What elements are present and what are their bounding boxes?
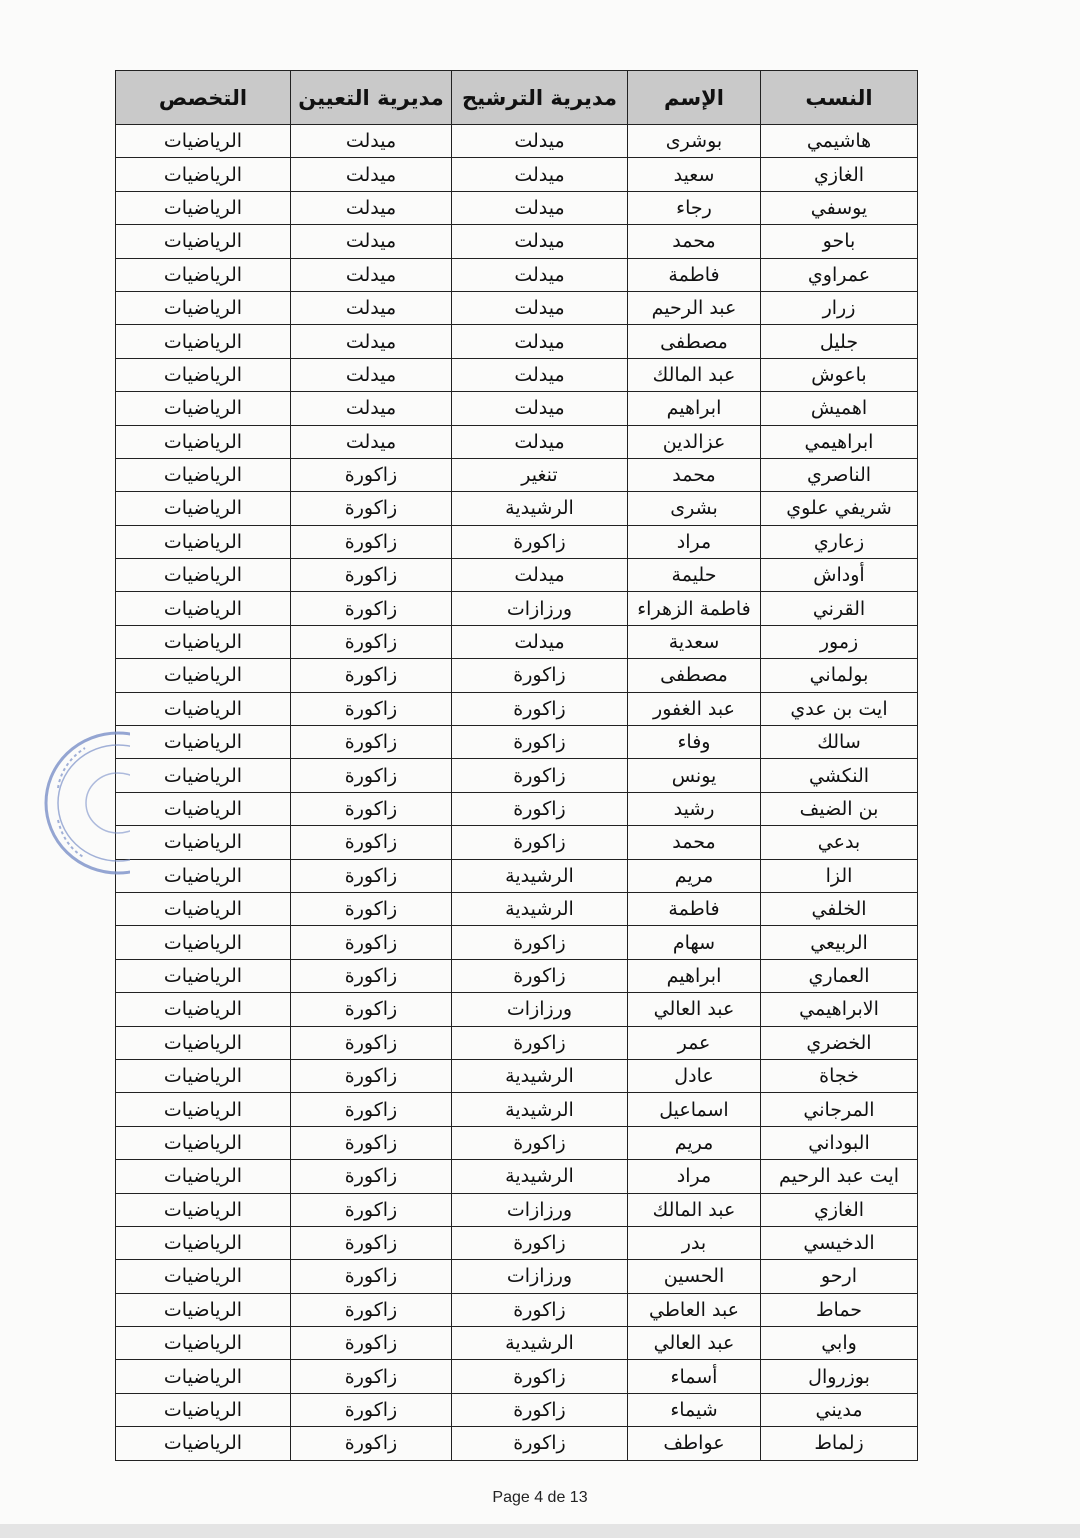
cell-nasab: أوداش [761, 559, 918, 592]
cell-nasab: بدعي [761, 826, 918, 859]
cell-tarshih: ميدلت [452, 258, 628, 291]
cell-nasab: باحو [761, 225, 918, 258]
cell-takhassus: الرياضيات [116, 759, 291, 792]
table-row [116, 792, 918, 825]
cell-takhassus: الرياضيات [116, 258, 291, 291]
cell-taayin: ميدلت [291, 158, 452, 191]
cell-ism: بدر [628, 1226, 761, 1259]
cell-nasab: البوداني [761, 1126, 918, 1159]
cell-taayin: زاكورة [291, 1226, 452, 1259]
cell-nasab: الخضري [761, 1026, 918, 1059]
cell-taayin: زاكورة [291, 1260, 452, 1293]
cell-nasab: الغازي [761, 158, 918, 191]
cell-nasab: زعاري [761, 525, 918, 558]
table-row [116, 458, 918, 491]
cell-taayin: زاكورة [291, 859, 452, 892]
assignments-table [115, 70, 918, 1461]
cell-nasab: هاشيمي [761, 125, 918, 158]
cell-ism: شيماء [628, 1393, 761, 1426]
cell-tarshih: الرشيدية [452, 892, 628, 925]
cell-taayin: زاكورة [291, 1026, 452, 1059]
table-row [116, 392, 918, 425]
cell-ism: اسماعيل [628, 1093, 761, 1126]
cell-taayin: زاكورة [291, 458, 452, 491]
cell-ism: سعدية [628, 625, 761, 658]
cell-taayin: ميدلت [291, 191, 452, 224]
cell-tarshih: زاكورة [452, 525, 628, 558]
cell-nasab: العماري [761, 959, 918, 992]
cell-takhassus: الرياضيات [116, 726, 291, 759]
cell-tarshih: زاكورة [452, 1360, 628, 1393]
cell-tarshih: زاكورة [452, 1427, 628, 1460]
cell-taayin: زاكورة [291, 492, 452, 525]
cell-takhassus: الرياضيات [116, 1427, 291, 1460]
cell-taayin: زاكورة [291, 826, 452, 859]
cell-taayin: زاكورة [291, 1059, 452, 1092]
cell-taayin: زاكورة [291, 1160, 452, 1193]
cell-tarshih: الرشيدية [452, 859, 628, 892]
cell-taayin: زاكورة [291, 1293, 452, 1326]
cell-takhassus: الرياضيات [116, 859, 291, 892]
cell-ism: مريم [628, 1126, 761, 1159]
table-row [116, 1193, 918, 1226]
cell-ism: ابراهيم [628, 392, 761, 425]
cell-ism: عبد المالك [628, 1193, 761, 1226]
cell-nasab: النكشي [761, 759, 918, 792]
cell-taayin: زاكورة [291, 1427, 452, 1460]
table-row [116, 191, 918, 224]
cell-nasab: الابراهيمي [761, 993, 918, 1026]
cell-taayin: زاكورة [291, 625, 452, 658]
cell-ism: عبد العاطي [628, 1293, 761, 1326]
cell-tarshih: الرشيدية [452, 1059, 628, 1092]
cell-taayin: زاكورة [291, 759, 452, 792]
cell-tarshih: ميدلت [452, 392, 628, 425]
cell-taayin: زاكورة [291, 559, 452, 592]
cell-ism: عمر [628, 1026, 761, 1059]
cell-takhassus: الرياضيات [116, 525, 291, 558]
cell-taayin: زاكورة [291, 1393, 452, 1426]
table-body [116, 125, 918, 1461]
cell-takhassus: الرياضيات [116, 125, 291, 158]
table-row [116, 1260, 918, 1293]
cell-taayin: زاكورة [291, 592, 452, 625]
cell-tarshih: زاكورة [452, 826, 628, 859]
cell-tarshih: ميدلت [452, 291, 628, 324]
cell-takhassus: الرياضيات [116, 1226, 291, 1259]
cell-ism: محمد [628, 225, 761, 258]
cell-taayin: ميدلت [291, 425, 452, 458]
cell-taayin: زاكورة [291, 959, 452, 992]
cell-nasab: ابراهيمي [761, 425, 918, 458]
cell-takhassus: الرياضيات [116, 792, 291, 825]
cell-nasab: اهميش [761, 392, 918, 425]
cell-taayin: ميدلت [291, 325, 452, 358]
cell-tarshih: ورزازات [452, 1260, 628, 1293]
cell-tarshih: الرشيدية [452, 1093, 628, 1126]
cell-nasab: ارحو [761, 1260, 918, 1293]
cell-tarshih: الرشيدية [452, 1160, 628, 1193]
cell-takhassus: الرياضيات [116, 1093, 291, 1126]
table-row [116, 1427, 918, 1460]
cell-takhassus: الرياضيات [116, 425, 291, 458]
table-row [116, 258, 918, 291]
table-row [116, 1293, 918, 1326]
cell-tarshih: زاكورة [452, 959, 628, 992]
cell-ism: سعيد [628, 158, 761, 191]
cell-nasab: سالك [761, 726, 918, 759]
cell-tarshih: زاكورة [452, 659, 628, 692]
cell-tarshih: زاكورة [452, 1293, 628, 1326]
table-row [116, 959, 918, 992]
table-row [116, 425, 918, 458]
table-row [116, 892, 918, 925]
table-row [116, 659, 918, 692]
cell-taayin: زاكورة [291, 892, 452, 925]
cell-takhassus: الرياضيات [116, 892, 291, 925]
cell-nasab: الدخيسي [761, 1226, 918, 1259]
cell-takhassus: الرياضيات [116, 291, 291, 324]
cell-takhassus: الرياضيات [116, 993, 291, 1026]
table-row [116, 993, 918, 1026]
table-row [116, 291, 918, 324]
cell-takhassus: الرياضيات [116, 1293, 291, 1326]
cell-nasab: ايت عبد الرحيم [761, 1160, 918, 1193]
table-row [116, 225, 918, 258]
cell-tarshih: ميدلت [452, 225, 628, 258]
cell-ism: عواطف [628, 1427, 761, 1460]
table-row [116, 1059, 918, 1092]
cell-tarshih: ميدلت [452, 358, 628, 391]
cell-tarshih: الرشيدية [452, 492, 628, 525]
cell-ism: عبد المالك [628, 358, 761, 391]
cell-takhassus: الرياضيات [116, 826, 291, 859]
table-row [116, 559, 918, 592]
cell-ism: عزالدين [628, 425, 761, 458]
cell-nasab: بولماني [761, 659, 918, 692]
cell-taayin: زاكورة [291, 792, 452, 825]
cell-tarshih: تنغير [452, 458, 628, 491]
cell-takhassus: الرياضيات [116, 492, 291, 525]
table-row [116, 1360, 918, 1393]
table-row [116, 625, 918, 658]
cell-takhassus: الرياضيات [116, 392, 291, 425]
cell-takhassus: الرياضيات [116, 592, 291, 625]
cell-taayin: ميدلت [291, 291, 452, 324]
cell-nasab: ايت بن عدي [761, 692, 918, 725]
cell-tarshih: زاكورة [452, 692, 628, 725]
table-row [116, 358, 918, 391]
cell-tarshih: الرشيدية [452, 1327, 628, 1360]
cell-takhassus: الرياضيات [116, 1360, 291, 1393]
header-takhassus: التخصص [116, 71, 291, 125]
cell-ism: فاطمة [628, 892, 761, 925]
cell-takhassus: الرياضيات [116, 225, 291, 258]
cell-takhassus: الرياضيات [116, 659, 291, 692]
cell-nasab: جليل [761, 325, 918, 358]
cell-nasab: الخلفي [761, 892, 918, 925]
cell-takhassus: الرياضيات [116, 325, 291, 358]
cell-tarshih: ميدلت [452, 559, 628, 592]
header-ism: الإسم [628, 71, 761, 125]
cell-takhassus: الرياضيات [116, 959, 291, 992]
cell-nasab: الزا [761, 859, 918, 892]
table-row [116, 125, 918, 158]
cell-takhassus: الرياضيات [116, 1327, 291, 1360]
cell-ism: رشيد [628, 792, 761, 825]
cell-nasab: مديني [761, 1393, 918, 1426]
cell-tarshih: ميدلت [452, 191, 628, 224]
cell-takhassus: الرياضيات [116, 458, 291, 491]
cell-nasab: الربيعي [761, 926, 918, 959]
cell-takhassus: الرياضيات [116, 1026, 291, 1059]
cell-nasab: يوسفي [761, 191, 918, 224]
table-row [116, 1393, 918, 1426]
cell-tarshih: ميدلت [452, 625, 628, 658]
cell-ism: فاطمة [628, 258, 761, 291]
cell-takhassus: الرياضيات [116, 559, 291, 592]
cell-nasab: زرار [761, 291, 918, 324]
assignments-table-container [115, 70, 917, 1461]
cell-takhassus: الرياضيات [116, 1193, 291, 1226]
table-row [116, 726, 918, 759]
cell-taayin: ميدلت [291, 258, 452, 291]
cell-nasab: باعوش [761, 358, 918, 391]
cell-ism: مراد [628, 525, 761, 558]
table-row [116, 158, 918, 191]
cell-ism: عبد الرحيم [628, 291, 761, 324]
cell-ism: الحسين [628, 1260, 761, 1293]
cell-ism: عبد الغفور [628, 692, 761, 725]
table-row [116, 1126, 918, 1159]
cell-ism: حليمة [628, 559, 761, 592]
cell-tarshih: زاكورة [452, 759, 628, 792]
cell-nasab: الناصري [761, 458, 918, 491]
cell-ism: فاطمة الزهراء [628, 592, 761, 625]
cell-ism: أسماء [628, 1360, 761, 1393]
cell-ism: عادل [628, 1059, 761, 1092]
table-row [116, 759, 918, 792]
cell-takhassus: الرياضيات [116, 158, 291, 191]
cell-ism: عبد العالي [628, 993, 761, 1026]
cell-tarshih: ورزازات [452, 1193, 628, 1226]
table-row [116, 692, 918, 725]
cell-nasab: الغازي [761, 1193, 918, 1226]
cell-nasab: حماط [761, 1293, 918, 1326]
cell-taayin: زاكورة [291, 525, 452, 558]
cell-tarshih: ميدلت [452, 325, 628, 358]
cell-taayin: ميدلت [291, 392, 452, 425]
table-row [116, 525, 918, 558]
cell-takhassus: الرياضيات [116, 1059, 291, 1092]
cell-ism: عبد العالي [628, 1327, 761, 1360]
cell-ism: مراد [628, 1160, 761, 1193]
table-header-row [116, 71, 918, 125]
cell-taayin: زاكورة [291, 1193, 452, 1226]
cell-taayin: زاكورة [291, 993, 452, 1026]
cell-ism: ابراهيم [628, 959, 761, 992]
cell-tarshih: زاكورة [452, 1126, 628, 1159]
cell-takhassus: الرياضيات [116, 1160, 291, 1193]
cell-ism: يونس [628, 759, 761, 792]
table-row [116, 1226, 918, 1259]
cell-takhassus: الرياضيات [116, 926, 291, 959]
cell-tarshih: ميدلت [452, 425, 628, 458]
table-row [116, 592, 918, 625]
cell-takhassus: الرياضيات [116, 1126, 291, 1159]
page-bottom-edge [0, 1524, 1080, 1538]
cell-tarshih: زاكورة [452, 726, 628, 759]
cell-ism: مصطفى [628, 325, 761, 358]
cell-takhassus: الرياضيات [116, 692, 291, 725]
cell-taayin: ميدلت [291, 358, 452, 391]
cell-ism: وفاء [628, 726, 761, 759]
cell-taayin: زاكورة [291, 926, 452, 959]
cell-ism: محمد [628, 826, 761, 859]
header-nasab: النسب [761, 71, 918, 125]
cell-takhassus: الرياضيات [116, 191, 291, 224]
cell-tarshih: ميدلت [452, 125, 628, 158]
cell-taayin: زاكورة [291, 1360, 452, 1393]
table-row [116, 1160, 918, 1193]
cell-ism: مصطفى [628, 659, 761, 692]
cell-takhassus: الرياضيات [116, 1260, 291, 1293]
cell-nasab: القرني [761, 592, 918, 625]
cell-ism: بشرى [628, 492, 761, 525]
cell-nasab: بوزروال [761, 1360, 918, 1393]
cell-nasab: بن الضيف [761, 792, 918, 825]
cell-ism: بوشرى [628, 125, 761, 158]
table-row [116, 325, 918, 358]
cell-tarshih: زاكورة [452, 1226, 628, 1259]
cell-taayin: زاكورة [291, 726, 452, 759]
cell-tarshih: ميدلت [452, 158, 628, 191]
header-tarshih: مديرية الترشيح [452, 71, 628, 125]
cell-takhassus: الرياضيات [116, 1393, 291, 1426]
cell-ism: محمد [628, 458, 761, 491]
cell-takhassus: الرياضيات [116, 625, 291, 658]
cell-nasab: زمور [761, 625, 918, 658]
table-row [116, 859, 918, 892]
cell-tarshih: زاكورة [452, 926, 628, 959]
cell-ism: مريم [628, 859, 761, 892]
cell-tarshih: زاكورة [452, 792, 628, 825]
cell-taayin: ميدلت [291, 225, 452, 258]
cell-nasab: المرجاني [761, 1093, 918, 1126]
cell-ism: سهام [628, 926, 761, 959]
table-row [116, 1093, 918, 1126]
cell-taayin: زاكورة [291, 692, 452, 725]
cell-nasab: وابي [761, 1327, 918, 1360]
table-row [116, 1327, 918, 1360]
cell-taayin: زاكورة [291, 1327, 452, 1360]
cell-takhassus: الرياضيات [116, 358, 291, 391]
cell-taayin: زاكورة [291, 1126, 452, 1159]
official-stamp-icon [40, 728, 130, 878]
header-taayin: مديرية التعيين [291, 71, 452, 125]
cell-tarshih: ورزازات [452, 592, 628, 625]
cell-taayin: زاكورة [291, 1093, 452, 1126]
cell-taayin: ميدلت [291, 125, 452, 158]
cell-ism: رجاء [628, 191, 761, 224]
table-row [116, 1026, 918, 1059]
cell-nasab: شريفي علوي [761, 492, 918, 525]
page-footer: Page 4 de 13 [492, 1489, 588, 1506]
table-row [116, 926, 918, 959]
cell-tarshih: ورزازات [452, 993, 628, 1026]
cell-tarshih: زاكورة [452, 1026, 628, 1059]
cell-tarshih: زاكورة [452, 1393, 628, 1426]
table-row [116, 826, 918, 859]
cell-nasab: زلماط [761, 1427, 918, 1460]
table-row [116, 492, 918, 525]
cell-taayin: زاكورة [291, 659, 452, 692]
cell-nasab: عمراوي [761, 258, 918, 291]
cell-nasab: خجاة [761, 1059, 918, 1092]
